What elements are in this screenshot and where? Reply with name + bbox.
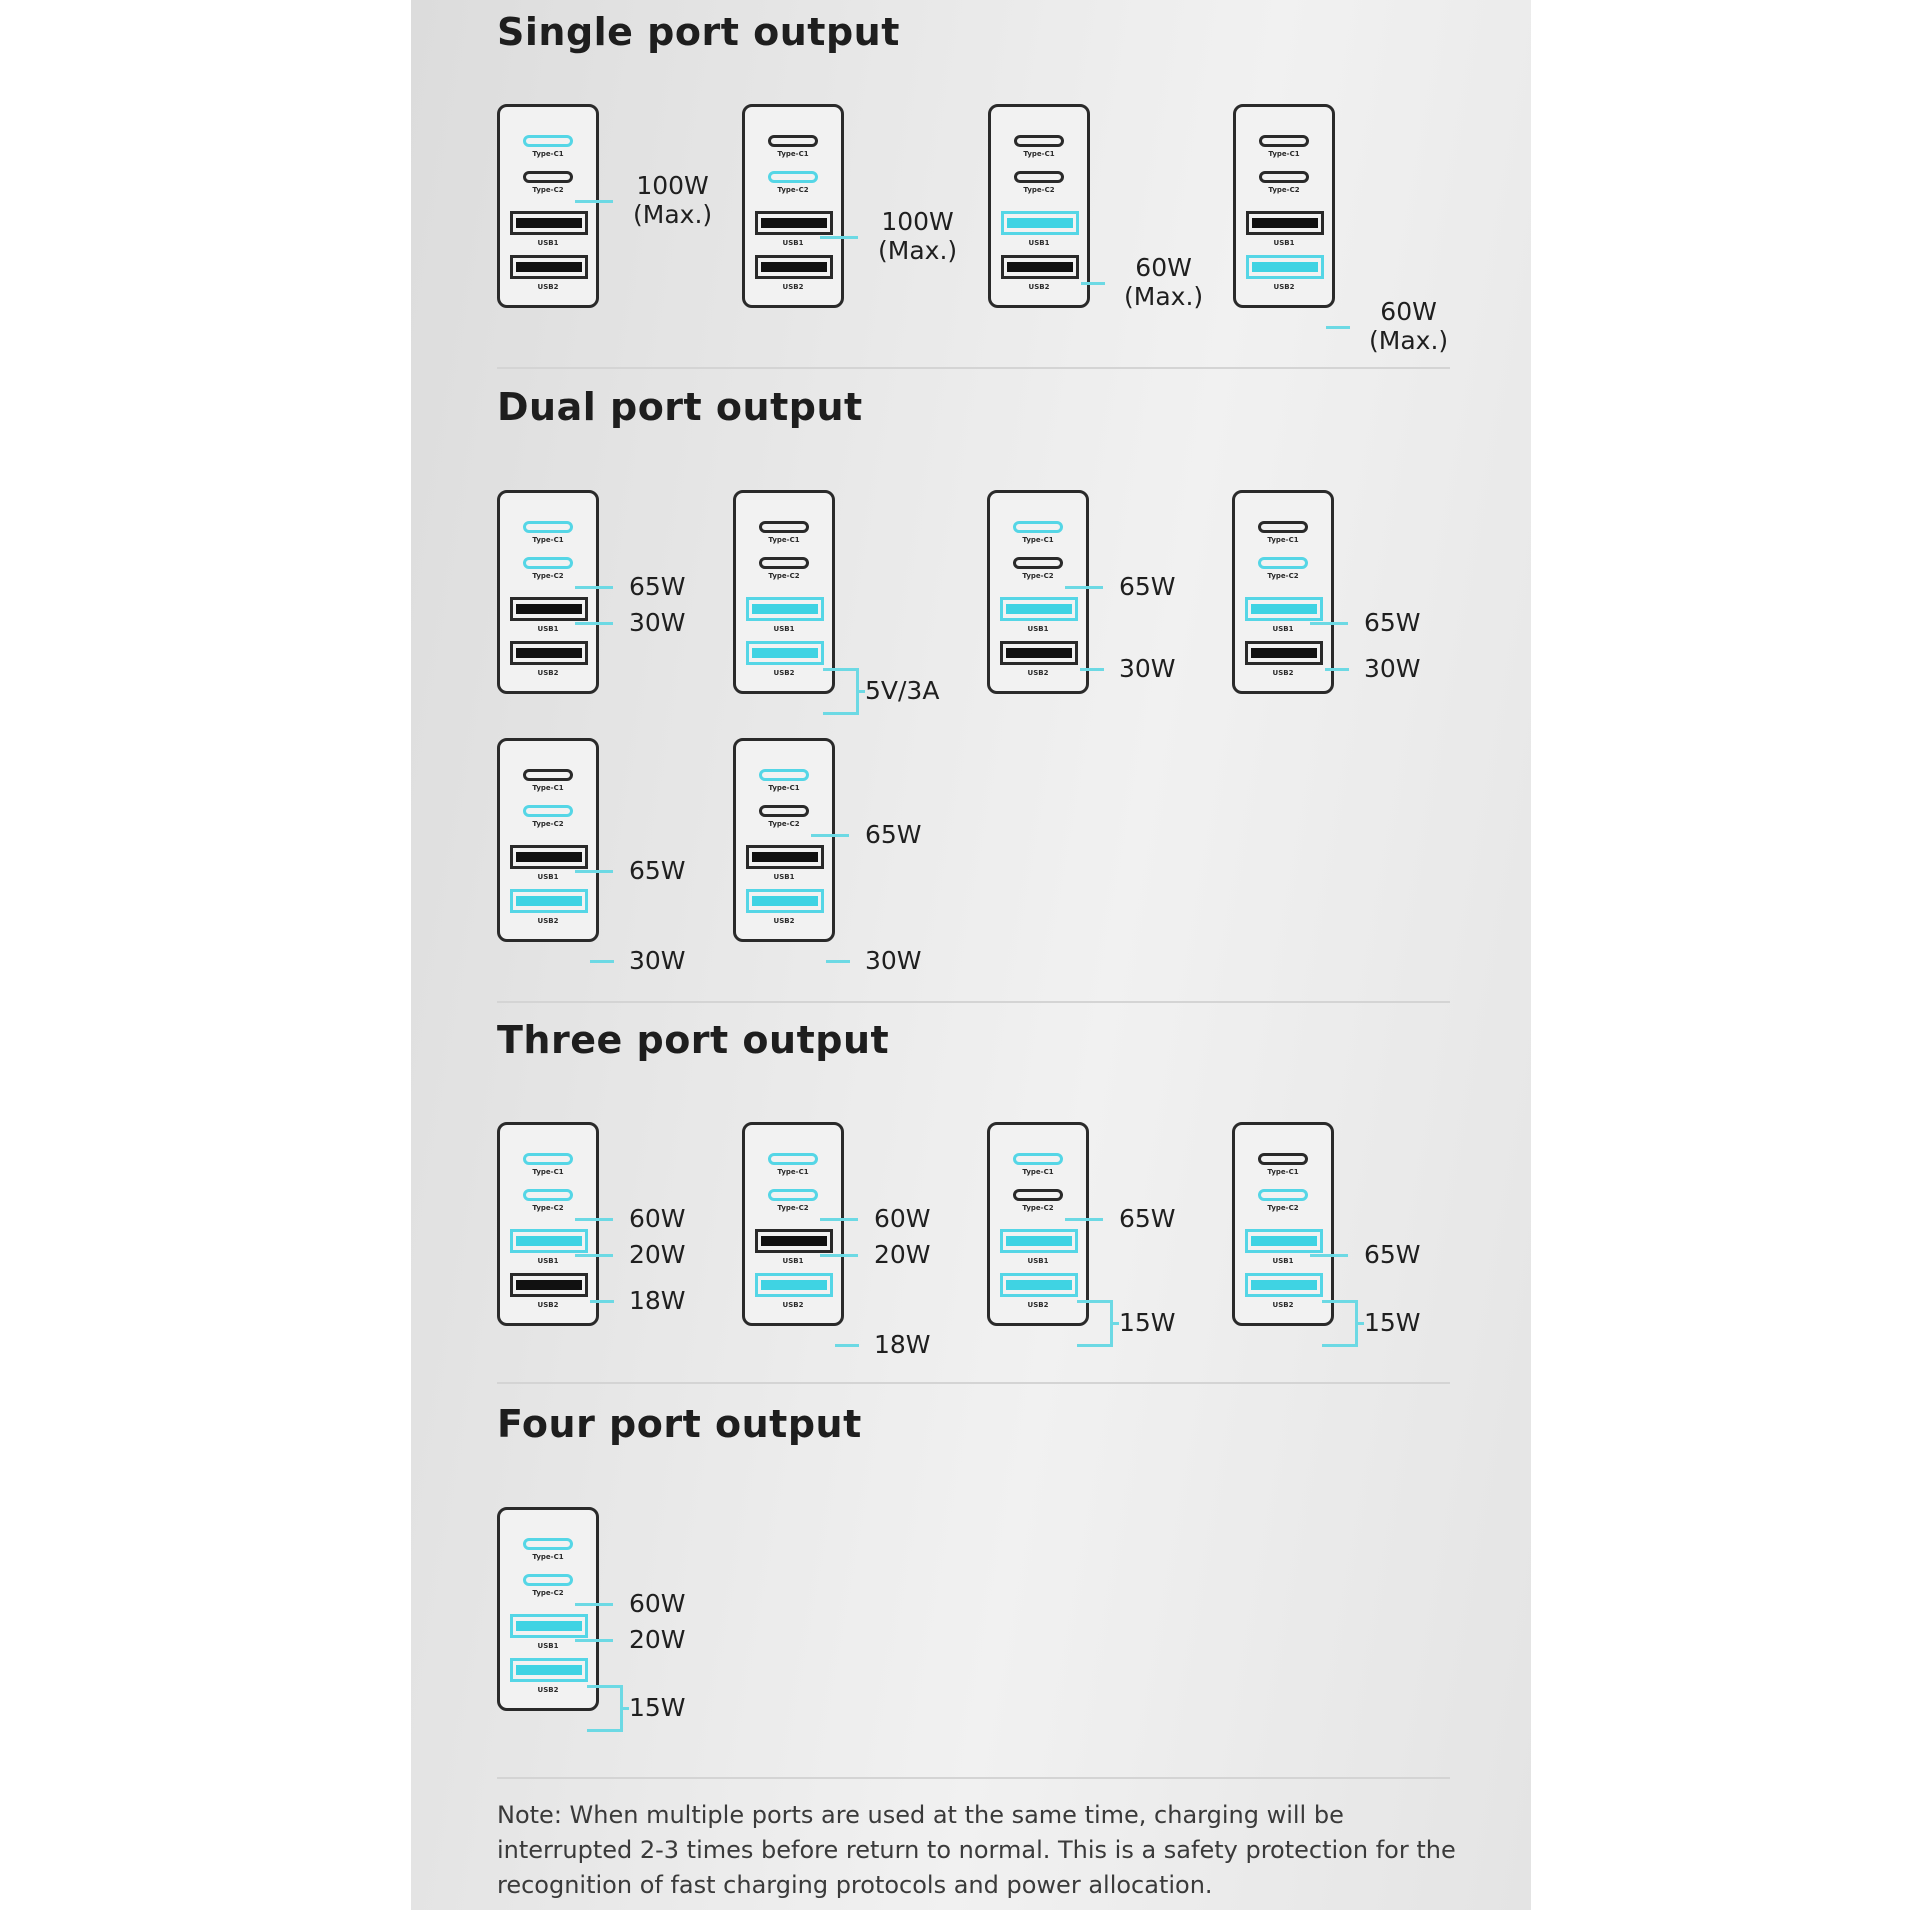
type-c2-port xyxy=(1258,557,1308,569)
port-label: Type-C2 xyxy=(1267,572,1299,580)
usb2-port xyxy=(1246,255,1324,279)
charger-diagram xyxy=(1232,1122,1334,1326)
port-label: USB1 xyxy=(537,1642,559,1650)
wattage-label: 30W xyxy=(1119,654,1176,683)
type-c2-port xyxy=(523,1189,573,1201)
port-label: Type-C1 xyxy=(1267,1168,1299,1176)
wattage-label xyxy=(878,207,957,265)
port-label: USB1 xyxy=(782,1257,804,1265)
port-label: USB2 xyxy=(782,1301,804,1309)
usb2-port xyxy=(1000,641,1078,665)
type-c2-port xyxy=(1013,557,1063,569)
usb2-port xyxy=(1245,641,1323,665)
port-label: USB2 xyxy=(1027,669,1049,677)
type-c1-port xyxy=(759,521,809,533)
wattage-label: 65W xyxy=(629,856,686,885)
usb1-port xyxy=(755,1229,833,1253)
port-label: Type-C1 xyxy=(777,1168,809,1176)
port-label: USB1 xyxy=(1272,1257,1294,1265)
port-label: USB2 xyxy=(537,1301,559,1309)
leader-line xyxy=(1080,668,1104,671)
charger-diagram xyxy=(987,1122,1089,1326)
charger-diagram xyxy=(497,738,599,942)
type-c1-port xyxy=(1014,135,1064,147)
port-label: USB2 xyxy=(773,669,795,677)
port-label: USB1 xyxy=(782,239,804,247)
wattage-label: 18W xyxy=(629,1286,686,1315)
wattage-label: 65W xyxy=(629,572,686,601)
type-c2-port xyxy=(759,805,809,817)
charger-diagram xyxy=(742,104,844,308)
charger-diagram xyxy=(742,1122,844,1326)
charger-diagram xyxy=(497,104,599,308)
leader-line xyxy=(1310,622,1348,625)
port-label: Type-C1 xyxy=(532,1168,564,1176)
leader-line xyxy=(575,1603,613,1606)
usb1-port xyxy=(510,1614,588,1638)
port-label: USB1 xyxy=(1273,239,1295,247)
charger-diagram xyxy=(1232,490,1334,694)
type-c1-port xyxy=(523,1538,573,1550)
port-label: Type-C1 xyxy=(1022,536,1054,544)
usb1-port xyxy=(1245,1229,1323,1253)
port-label: Type-C1 xyxy=(768,784,800,792)
port-label: USB2 xyxy=(537,1686,559,1694)
type-c1-port xyxy=(523,769,573,781)
section-title-dual: Dual port output xyxy=(497,385,863,429)
port-label: Type-C1 xyxy=(1023,150,1055,158)
type-c1-port xyxy=(1259,135,1309,147)
leader-line xyxy=(1310,1254,1348,1257)
port-label: Type-C1 xyxy=(532,1553,564,1561)
type-c2-port xyxy=(523,557,573,569)
port-label: Type-C1 xyxy=(777,150,809,158)
wattage-label: 15W xyxy=(1119,1308,1176,1337)
port-label: USB1 xyxy=(537,239,559,247)
wattage-label xyxy=(633,171,712,229)
wattage-label: 20W xyxy=(874,1240,931,1269)
port-label: Type-C1 xyxy=(768,536,800,544)
port-label: Type-C2 xyxy=(1267,1204,1299,1212)
charger-diagram xyxy=(733,490,835,694)
divider xyxy=(497,1382,1450,1384)
type-c1-port xyxy=(523,521,573,533)
port-label: USB1 xyxy=(1028,239,1050,247)
port-label: USB2 xyxy=(1027,1301,1049,1309)
wattage-label: 65W xyxy=(1119,1204,1176,1233)
max-note: (Max.) xyxy=(1124,282,1204,311)
charger-diagram xyxy=(497,490,599,694)
type-c2-port xyxy=(768,171,818,183)
type-c2-port xyxy=(759,557,809,569)
port-label: USB2 xyxy=(1272,669,1294,677)
port-label: USB1 xyxy=(1027,625,1049,633)
port-label: Type-C2 xyxy=(532,572,564,580)
usb1-port xyxy=(510,1229,588,1253)
port-label: Type-C2 xyxy=(532,820,564,828)
wattage-label: 15W xyxy=(1364,1308,1421,1337)
spec-panel xyxy=(411,0,1531,1910)
usb1-port xyxy=(1000,1229,1078,1253)
wattage-value: 60W xyxy=(1380,297,1437,326)
leader-line xyxy=(575,1639,613,1642)
usb2-port xyxy=(755,255,833,279)
port-label: USB1 xyxy=(773,873,795,881)
type-c2-port xyxy=(1258,1189,1308,1201)
type-c2-port xyxy=(1259,171,1309,183)
wattage-label: 65W xyxy=(1119,572,1176,601)
type-c2-port xyxy=(768,1189,818,1201)
leader-line xyxy=(835,1344,859,1347)
type-c1-port xyxy=(523,135,573,147)
usb1-port xyxy=(510,597,588,621)
usb2-port xyxy=(510,889,588,913)
wattage-label: 65W xyxy=(1364,1240,1421,1269)
usb2-port xyxy=(510,1658,588,1682)
port-label: Type-C2 xyxy=(768,572,800,580)
leader-line xyxy=(826,960,850,963)
leader-line xyxy=(1081,282,1105,285)
leader-line xyxy=(575,870,613,873)
wattage-label: 20W xyxy=(629,1240,686,1269)
leader-line xyxy=(820,236,858,239)
usb1-port xyxy=(755,211,833,235)
port-label: Type-C2 xyxy=(1022,1204,1054,1212)
type-c1-port xyxy=(768,1153,818,1165)
port-label: Type-C2 xyxy=(777,1204,809,1212)
max-note: (Max.) xyxy=(633,200,713,229)
leader-line xyxy=(820,1218,858,1221)
leader-line xyxy=(820,1254,858,1257)
port-label: Type-C2 xyxy=(532,1589,564,1597)
type-c1-port xyxy=(759,769,809,781)
type-c1-port xyxy=(1013,1153,1063,1165)
type-c2-port xyxy=(523,805,573,817)
safety-note: Note: When multiple ports are used at the same time, charging will be interrupted 2-3 times before return to normal. This is a safety protection for the recognition of fast charging protocols and power allocation. xyxy=(497,1801,1456,1899)
type-c2-port xyxy=(523,1574,573,1586)
charger-diagram xyxy=(987,490,1089,694)
port-label: Type-C1 xyxy=(1267,536,1299,544)
type-c1-port xyxy=(1258,1153,1308,1165)
port-label: USB2 xyxy=(1273,283,1295,291)
usb2-port xyxy=(746,889,824,913)
wattage-label: 20W xyxy=(629,1625,686,1654)
port-label: USB2 xyxy=(1272,1301,1294,1309)
port-label: USB1 xyxy=(1272,625,1294,633)
usb1-port xyxy=(510,845,588,869)
leader-line xyxy=(1326,326,1350,329)
leader-line xyxy=(575,622,613,625)
divider xyxy=(497,1001,1450,1003)
wattage-label: 60W xyxy=(629,1204,686,1233)
usb1-port xyxy=(510,211,588,235)
type-c2-port xyxy=(523,171,573,183)
port-label: USB2 xyxy=(537,283,559,291)
port-label: Type-C1 xyxy=(1022,1168,1054,1176)
leader-line xyxy=(575,200,613,203)
usb1-port xyxy=(746,845,824,869)
type-c2-port xyxy=(1014,171,1064,183)
usb2-port xyxy=(1245,1273,1323,1297)
wattage-value: 60W xyxy=(1135,253,1192,282)
wattage-label: 60W xyxy=(629,1589,686,1618)
port-label: USB1 xyxy=(537,1257,559,1265)
leader-line xyxy=(575,1254,613,1257)
charger-diagram xyxy=(497,1122,599,1326)
usb2-port xyxy=(755,1273,833,1297)
port-label: USB1 xyxy=(537,873,559,881)
wattage-value: 100W xyxy=(636,171,709,200)
usb2-port xyxy=(746,641,824,665)
port-label: USB1 xyxy=(773,625,795,633)
wattage-value: 100W xyxy=(881,207,954,236)
usb2-port xyxy=(510,1273,588,1297)
wattage-label: 30W xyxy=(629,946,686,975)
usb1-port xyxy=(1246,211,1324,235)
section-title-single: Single port output xyxy=(497,10,900,54)
port-label: Type-C2 xyxy=(1268,186,1300,194)
max-note: (Max.) xyxy=(878,236,958,265)
charger-diagram xyxy=(733,738,835,942)
port-label: USB1 xyxy=(537,625,559,633)
port-label: Type-C1 xyxy=(532,784,564,792)
leader-line xyxy=(1325,668,1349,671)
leader-line xyxy=(575,586,613,589)
usb2-port xyxy=(1000,1273,1078,1297)
wattage-label xyxy=(1124,253,1203,311)
port-label: Type-C2 xyxy=(768,820,800,828)
usb1-port xyxy=(1001,211,1079,235)
divider xyxy=(497,1777,1450,1779)
wattage-label: 60W xyxy=(874,1204,931,1233)
port-label: USB1 xyxy=(1027,1257,1049,1265)
power-bracket xyxy=(823,668,859,715)
divider xyxy=(497,367,1450,369)
port-label: USB2 xyxy=(773,917,795,925)
max-note: (Max.) xyxy=(1369,326,1449,355)
wattage-label: 18W xyxy=(874,1330,931,1359)
wattage-label: 30W xyxy=(629,608,686,637)
type-c1-port xyxy=(768,135,818,147)
wattage-label: 30W xyxy=(865,946,922,975)
charger-diagram xyxy=(988,104,1090,308)
port-label: Type-C2 xyxy=(1023,186,1055,194)
leader-line xyxy=(1065,586,1103,589)
port-label: Type-C2 xyxy=(777,186,809,194)
usb1-port xyxy=(746,597,824,621)
port-label: USB2 xyxy=(1028,283,1050,291)
usb1-port xyxy=(1000,597,1078,621)
leader-line xyxy=(1065,1218,1103,1221)
leader-line xyxy=(575,1218,613,1221)
section-title-four: Four port output xyxy=(497,1402,862,1446)
port-label: USB2 xyxy=(782,283,804,291)
wattage-label: 65W xyxy=(1364,608,1421,637)
usb2-port xyxy=(510,641,588,665)
usb2-port xyxy=(1001,255,1079,279)
wattage-label xyxy=(1369,297,1448,355)
usb1-port xyxy=(1245,597,1323,621)
charger-diagram xyxy=(497,1507,599,1711)
type-c1-port xyxy=(1013,521,1063,533)
power-bracket xyxy=(1077,1300,1113,1347)
usb2-port xyxy=(510,255,588,279)
section-title-three: Three port output xyxy=(497,1018,890,1062)
leader-line xyxy=(811,834,849,837)
wattage-label: 30W xyxy=(1364,654,1421,683)
wattage-label: 5V/3A xyxy=(865,676,940,705)
type-c1-port xyxy=(523,1153,573,1165)
type-c1-port xyxy=(1258,521,1308,533)
port-label: Type-C1 xyxy=(532,150,564,158)
port-label: Type-C2 xyxy=(532,1204,564,1212)
port-label: Type-C2 xyxy=(532,186,564,194)
port-label: Type-C2 xyxy=(1022,572,1054,580)
wattage-label: 65W xyxy=(865,820,922,849)
power-bracket xyxy=(587,1685,623,1732)
wattage-label: 15W xyxy=(629,1693,686,1722)
leader-line xyxy=(590,960,614,963)
charger-diagram xyxy=(1233,104,1335,308)
leader-line xyxy=(590,1300,614,1303)
power-bracket xyxy=(1322,1300,1358,1347)
port-label: Type-C1 xyxy=(1268,150,1300,158)
port-label: Type-C1 xyxy=(532,536,564,544)
port-label: USB2 xyxy=(537,669,559,677)
port-label: USB2 xyxy=(537,917,559,925)
type-c2-port xyxy=(1013,1189,1063,1201)
